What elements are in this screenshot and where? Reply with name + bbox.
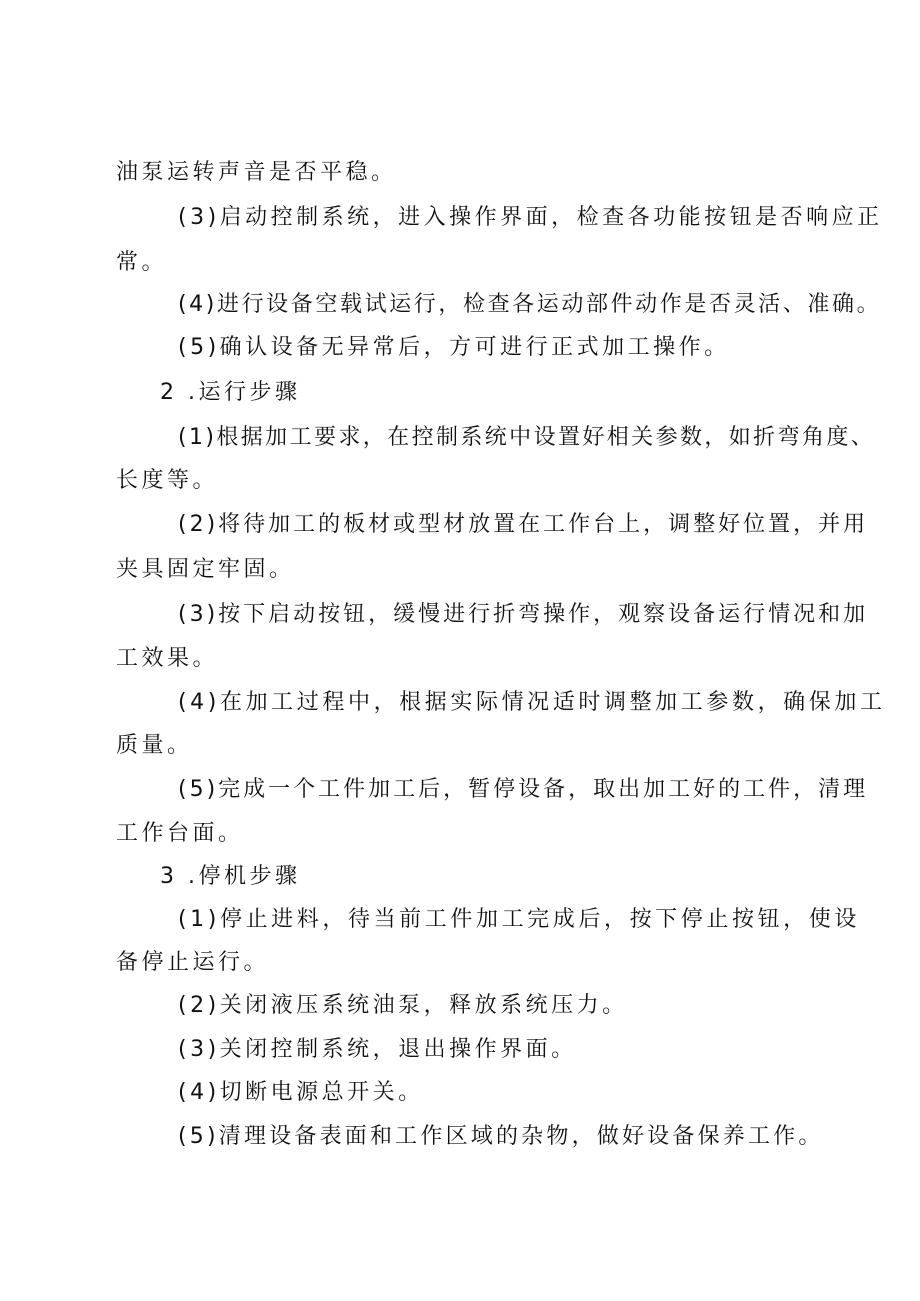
operation-step-3: (3)按下启动按钮，缓慢进行折弯操作，观察设备运行情况和加 (178, 602, 869, 627)
shutdown-step-3: (3)关闭控制系统，退出操作界面。 (178, 1037, 577, 1062)
paragraph-continuation: 长度等。 (116, 468, 219, 493)
paragraph-continuation: 备停止运行。 (116, 950, 270, 975)
operation-step-4: (4)在加工过程中，根据实际情况适时调整加工参数，确保加工 (178, 690, 886, 715)
paragraph-continuation: 常。 (116, 250, 168, 275)
shutdown-step-4: (4)切断电源总开关。 (178, 1080, 424, 1105)
operation-step-5: (5)完成一个工件加工后，暂停设备，取出加工好的工件，清理 (178, 777, 869, 802)
section-heading-operation: 2 .运行步骤 (160, 380, 301, 405)
paragraph-continuation: 工效果。 (116, 646, 219, 671)
paragraph-continuation: 质量。 (116, 733, 193, 758)
operation-step-1: (1)根据加工要求，在控制系统中设置好相关参数，如折弯角度、 (178, 425, 876, 450)
shutdown-step-2: (2)关闭液压系统油泵，释放系统压力。 (178, 993, 628, 1018)
operation-step-2: (2)将待加工的板材或型材放置在工作台上，调整好位置，并用 (178, 512, 869, 537)
startup-step-5: (5)确认设备无异常后，方可进行正式加工操作。 (178, 335, 730, 360)
startup-step-4: (4)进行设备空载试运行，检查各运动部件动作是否灵活、准确。 (178, 292, 882, 317)
paragraph-continuation: 夹具固定牢固。 (116, 557, 295, 582)
startup-step-3: (3)启动控制系统，进入操作界面，检查各功能按钮是否响应正 (178, 205, 883, 230)
shutdown-step-1: (1)停止进料，待当前工件加工完成后，按下停止按钮，使设 (178, 907, 860, 932)
section-heading-shutdown: 3 .停机步骤 (160, 864, 301, 889)
shutdown-step-5: (5)清理设备表面和工作区域的杂物，做好设备保养工作。 (178, 1124, 824, 1149)
paragraph-continuation: 油泵运转声音是否平稳。 (116, 160, 397, 185)
paragraph-continuation: 工作台面。 (116, 821, 244, 846)
